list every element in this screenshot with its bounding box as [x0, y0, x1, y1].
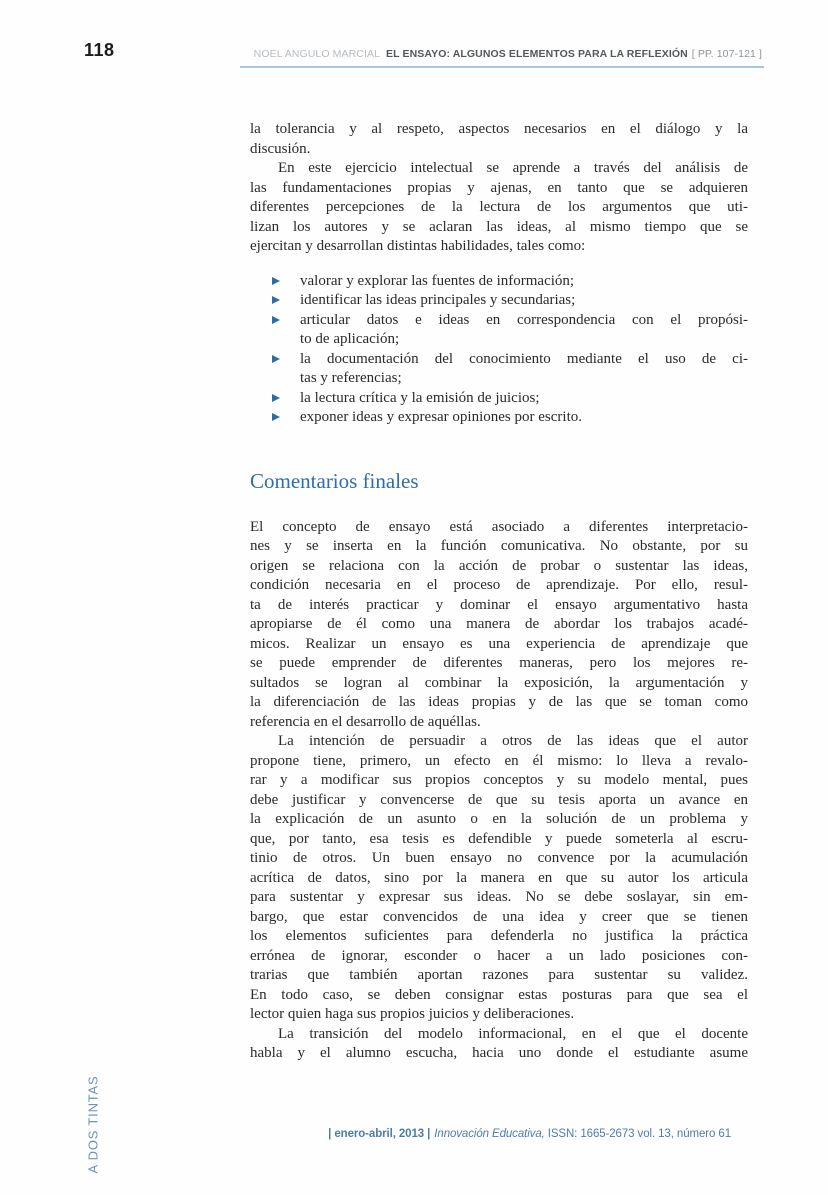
triangle-bullet-icon [272, 413, 280, 421]
vertical-section-label: A DOS TINTAS [85, 1075, 101, 1174]
footer-issn-volume: ISSN: 1665-2673 vol. 13, número 61 [547, 1128, 731, 1140]
bullet-item [272, 311, 748, 350]
bullet-item-text: articular datos e ideas en correspondencia con el propósi- to de aplicación; [300, 311, 748, 347]
triangle-bullet-icon [272, 394, 280, 402]
bullet-item [272, 272, 748, 292]
bullet-item-text: identificar las ideas principales y secundarias; [300, 292, 576, 308]
paragraph-transicion-modelo: La transición del modelo informacional, en el que el docente habla y el alumno escucha, hacia uno donde el estudiante asume [250, 1025, 748, 1061]
bullet-item-text: la lectura crítica y la emisión de juicios; [300, 389, 540, 406]
paragraph-intencion-persuadir: La intención de persuadir a otros de las ideas que el autor propone tiene, primero, un efecto en él mismo: lo lleva a revalo- rar y a modificar sus propios conceptos y su modelo mental, pues debe justificar y convencerse de que su tesis aporta un avance en la explicación de un asunto o en la solución de un problema y que, por tanto, esa tesis es defendible y puede someterla al escru- tinio de otros. Un buen ensayo no convence por la acumulación acrítica de datos, sino por la manera en que su autor los articula para sustentar y expresar sus ideas. No se debe soslayar, sin em- bargo, que estar convencidos de una idea y creer que se tienen los elementos suficientes para defenderla no justifica la práctica errónea de ignorar, esconder o hacer a un lado posiciones con- trarias que también aportan razones para sustentar su validez. En todo caso, se deben consignar estas posturas para que sea el lector quien haga sus propios juicios y deliberaciones. [250, 733, 748, 1022]
text-column [250, 120, 748, 1064]
bullet-item [272, 389, 748, 409]
header-author: NOEL ANGULO MARCIAL [253, 48, 381, 60]
skills-bullet-list [272, 272, 748, 428]
footer-issue-date: | enero-abril, 2013 | [328, 1128, 431, 1140]
triangle-bullet-icon [272, 277, 280, 285]
triangle-bullet-icon [272, 355, 280, 363]
paragraph-ejercicio-intelectual: En este ejercicio intelectual se aprende a través del análisis de las fundamentaciones propias y ajenas, en tanto que se adquieren diferentes percepciones de la lectura de los argumentos que uti- lizan los autores y se aclaran las ideas, al mismo tiempo que se ejercitan y desarrollan distintas habilidades, tales como: [250, 160, 748, 254]
footer-journal-name: Innovación Educativa, [434, 1128, 545, 1140]
bullet-item-text: la documentación del conocimiento mediante el uso de ci- tas y referencias; [300, 350, 748, 386]
bullet-item [272, 291, 748, 311]
bullet-item [272, 408, 748, 428]
bullet-item-text: exponer ideas y expresar opiniones por escrito. [300, 409, 582, 425]
page-number: 118 [84, 40, 115, 60]
triangle-bullet-icon [272, 296, 280, 304]
header-article-title: EL ENSAYO: ALGUNOS ELEMENTOS PARA LA REFLEXIÓN [386, 48, 688, 60]
header-rule [240, 66, 764, 68]
section-heading-comentarios-finales: Comentarios finales [250, 468, 419, 493]
paragraph-tolerancia: la tolerancia y al respeto, aspectos necesarios en el diálogo y la discusión. [250, 121, 748, 157]
triangle-bullet-icon [272, 316, 280, 324]
paragraph-concepto-ensayo: El concepto de ensayo está asociado a diferentes interpretacio- nes y se inserta en la función comunicativa. No obstante, por su origen se relaciona con la acción de probar o sustentar las ideas, condición necesaria en el proceso de aprendizaje. Por ello, resul- ta de interés practicar y dominar el ensayo argumentativo hasta apropiarse de él como una manera de abordar los trabajos acadé- micos. Realizar un ensayo es una experiencia de aprendizaje que se puede emprender de diferentes maneras, pero los mejores re- sultados se logran al combinar la exposición, la argumentación y la diferenciación de las ideas propias y de las que se toman como referencia en el desarrollo de aquéllas. [250, 518, 748, 730]
running-header [200, 48, 762, 60]
bullet-item-text: valorar y explorar las fuentes de información; [300, 272, 575, 289]
header-pages-range: [ PP. 107-121 ] [691, 48, 762, 60]
page-footer [328, 1128, 731, 1140]
bullet-item [272, 350, 748, 389]
